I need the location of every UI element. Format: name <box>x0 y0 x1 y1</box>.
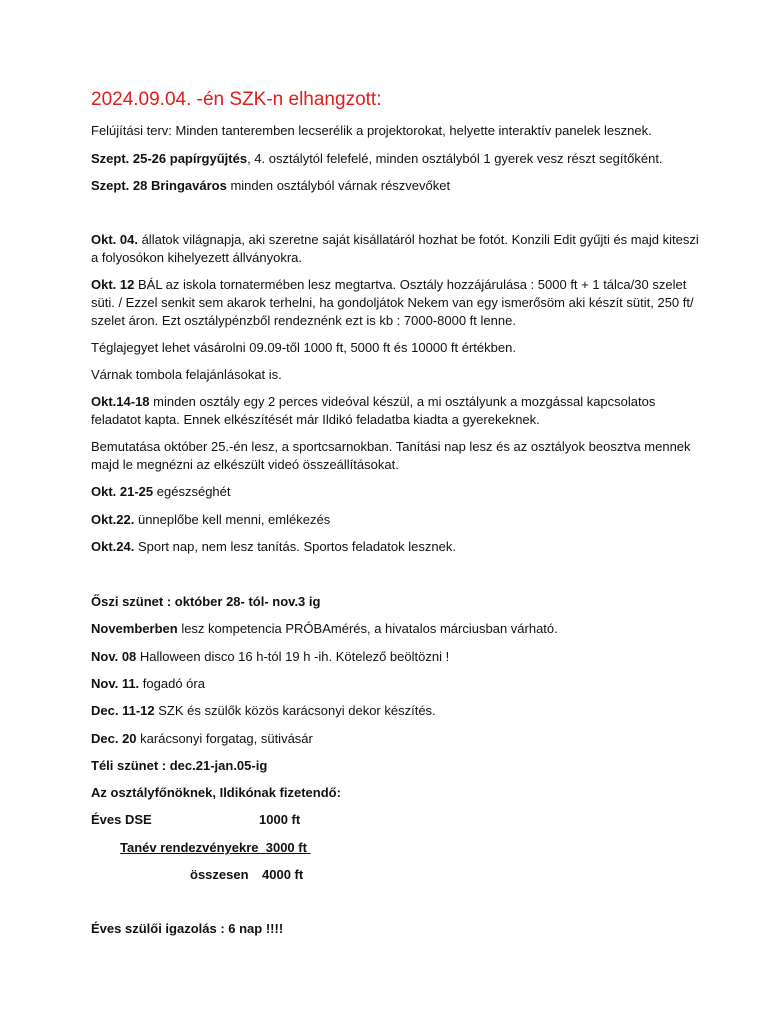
fee-label-dse: Éves DSE <box>91 812 152 827</box>
paragraph-winter-break: Téli szünet : dec.21-jan.05-ig <box>91 758 268 773</box>
paragraph-brick-ticket: Téglajegyet lehet vásárolni 09.09-től 1000 ft, 5000 ft és 10000 ft értékben. <box>91 340 516 355</box>
paragraph-video: Okt.14-18 minden osztály egy 2 perces videóval készül, a mi osztályunk a mozgással kapcsolatos feladatot kapta. Ennek elkészítését már Ildikó feladatba kiadta a gyerekeknek. <box>91 394 656 427</box>
paragraph-halloween: Nov. 08 Halloween disco 16 h-tól 19 h -ih. Kötelező beöltözni ! <box>91 649 450 664</box>
fee-value-total: 4000 ft <box>262 867 304 882</box>
fee-value-dse: 1000 ft <box>259 812 301 827</box>
paragraph-paper-collection: Szept. 25-26 papírgyűjtés, 4. osztálytól felefelé, minden osztályból 1 gyerek vesz részt segítőként. <box>91 151 663 166</box>
paragraph-ball: Okt. 12 BÁL az iskola tornatermében lesz megtartva. Osztály hozzájárulása : 5000 ft + 1 tálca/30 szelet süti. / Ezzel senkit sem akarok terhelni, ha gondoljátok Nekem van egy ismerősöm aki készít sütit, 250 ft/ szelet áron. Ezt osztálypénzből rendeznénk ezt is kb : 7000-8000 ft lenne. <box>91 277 694 328</box>
fee-label-events: Tanév rendezvényekre 3000 ft <box>120 840 307 855</box>
paragraph-bike-city: Szept. 28 Bringaváros minden osztályból várnak részvevőket <box>91 178 451 193</box>
document-title: 2024.09.04. -én SZK-n elhangzott: <box>91 89 382 110</box>
paragraph-animal-day: Okt. 04. állatok világnapja, aki szeretne saját kisállatáról hozhat be fotót. Konzili Edit gyűjti és majd kiteszi a folyosókon kihelyezett állványokra. <box>91 232 699 265</box>
paragraph-parent-excuse: Éves szülői igazolás : 6 nap !!!! <box>91 921 284 936</box>
paragraph-christmas-decor: Dec. 11-12 SZK és szülők közös karácsonyi dekor készítés. <box>91 703 436 718</box>
paragraph-autumn-break: Őszi szünet : október 28- tól- nov.3 ig <box>91 594 321 609</box>
paragraph-tombola: Várnak tombola felajánlásokat is. <box>91 367 282 382</box>
fee-label-total: összesen <box>190 867 249 882</box>
paragraph-commemoration: Okt.22. ünneplőbe kell menni, emlékezés <box>91 512 331 527</box>
paragraph-christmas-fair: Dec. 20 karácsonyi forgatag, sütivásár <box>91 731 313 746</box>
paragraph-sport-day: Okt.24. Sport nap, nem lesz tanítás. Sportos feladatok lesznek. <box>91 539 456 554</box>
paragraph-presentation: Bemutatása október 25.-én lesz, a sportcsarnokban. Tanítási nap lesz és az osztályok beosztva mennek majd le megnézni az elkészült videó összeállításokat. <box>91 439 691 472</box>
paragraph-fees-heading: Az osztályfőnöknek, Ildikónak fizetendő: <box>91 785 341 800</box>
paragraph-renovation: Felújítási terv: Minden tanteremben lecserélik a projektorokat, helyette interaktív panelek lesznek. <box>91 123 652 138</box>
paragraph-competency: Novemberben lesz kompetencia PRÓBAmérés, a hivatalos márciusban várható. <box>91 621 558 636</box>
paragraph-health-week: Okt. 21-25 egészséghét <box>91 484 231 499</box>
paragraph-consultation: Nov. 11. fogadó óra <box>91 676 205 691</box>
